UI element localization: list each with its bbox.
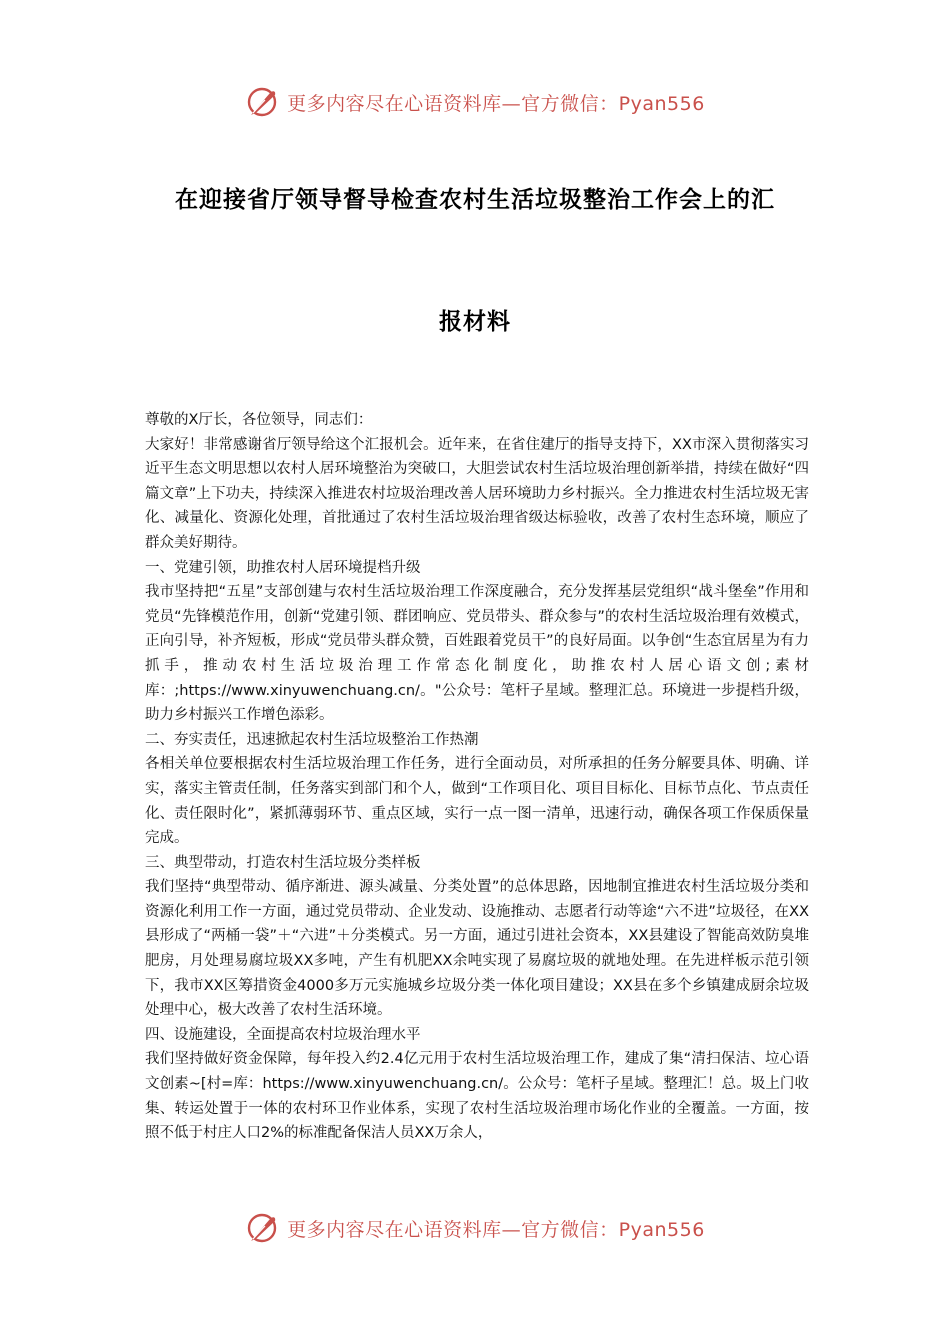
watermark-label: 更多内容尽在心语资料库—官方微信： <box>287 92 619 115</box>
intro-paragraph: 大家好！非常感谢省厅领导给这个汇报机会。近年来，在省住建厅的指导支持下，XX市深入贯彻落实习近平生态文明思想以农村人居环境整治为突破口，大胆尝试农村生活垃圾治理创新举措，持续在做好“四篇文章”上下功夫，持续深入推进农村垃圾治理改善人居环境助力乡村振兴。全力推进农村生活垃圾无害化、减量化、资源化处理，首批通过了农村生活垃圾治理省级达标验收，改善了农村生态环境，顺应了群众美好期待。 <box>145 436 809 551</box>
salutation: 尊敬的X厅长，各位领导，同志们： <box>145 412 373 428</box>
section-1-paragraph: 我市坚持把“五星”支部创建与农村生活垃圾治理工作深度融合，充分发挥基层党组织“战斗堡垒”作用和党员“先锋模范作用，创新“党建引领、群团响应、党员带头、群众参与”的农村生活垃圾治理有效模式，正向引导，补齐短板，形成“党员带头群众赞，百姓跟着党员干”的良好局面。以争创“生态宜居星为有力抓手，推动农村生活垃圾治理工作常态化制度化，助推农村人居心语文创;素材库：;https://www.xinyuwenchuang.cn/。"公众号：笔杆子星域。整理汇总。环境进一步提档升级，助力乡村振兴工作增色添彩。 <box>145 584 809 724</box>
section-3-paragraph: 我们坚持“典型带动、循序渐进、源头减量、分类处置”的总体思路，因地制宜推进农村生活垃圾分类和资源化利用工作一方面，通过党员带动、企业发动、设施推动、志愿者行动等途“六不进”垃圾径，在XX县形成了“两桶一袋”＋“六进”＋分类模式。另一方面，通过引进社会资本，XX县建设了智能高效防臭堆肥房，月处理易腐垃圾XX多吨，产生有机肥XX余吨实现了易腐垃圾的就地处理。在先进样板示范引领下，我市XX区筹措资金4000多万元实施城乡垃圾分类一体化项目建设；XX县在多个乡镇建成厨余垃圾处理中心，极大改善了农村生活环境。 <box>145 879 809 1019</box>
quill-logo-icon <box>245 1211 279 1245</box>
section-1-heading: 一、党建引领，助推农村人居环境提档升级 <box>145 559 421 576</box>
section-2-paragraph: 各相关单位要根据农村生活垃圾治理工作任务，进行全面动员，对所承担的任务分解要具体、明确、详实，落实主管责任制，任务落实到部门和个人，做到“工作项目化、项目目标化、目标节点化、节点责任化、责任限时化”，紧抓薄弱环节、重点区域，实行一点一图一清单，迅速行动，确保各项工作保质保量完成。 <box>145 756 809 847</box>
document-body <box>145 408 809 1146</box>
document-title-line-2: 报材料 <box>439 309 511 335</box>
header-watermark <box>0 82 950 122</box>
section-4-paragraph: 我们坚持做好资金保障，每年投入约2.4亿元用于农村生活垃圾治理工作，建成了集“清扫保洁、垃心语文创素~[村=库：https://www.xinyuwenchuang.cn/。公众号：笔杆子星域。整理汇！总。圾上门收集、转运处置于一体的农村环卫作业体系，实现了农村生活垃圾治理市场化作业的全覆盖。一方面，按照不低于村庄人口2%的标准配备保洁人员XX万余人， <box>145 1051 809 1142</box>
quill-logo-icon <box>245 85 279 119</box>
watermark-handle: Pyan556 <box>618 1218 705 1241</box>
watermark-text <box>287 1215 705 1242</box>
watermark-text <box>287 89 705 116</box>
watermark-label: 更多内容尽在心语资料库—官方微信： <box>287 1218 619 1241</box>
footer-watermark <box>0 1208 950 1248</box>
watermark-handle: Pyan556 <box>618 92 705 115</box>
section-4-heading: 四、设施建设，全面提高农村垃圾治理水平 <box>145 1026 421 1043</box>
document-title-line-1: 在迎接省厅领导督导检查农村生活垃圾整治工作会上的汇 <box>175 187 775 213</box>
section-2-heading: 二、夯实责任，迅速掀起农村生活垃圾整治工作热潮 <box>145 731 479 748</box>
section-3-heading: 三、典型带动，打造农村生活垃圾分类样板 <box>145 854 421 871</box>
